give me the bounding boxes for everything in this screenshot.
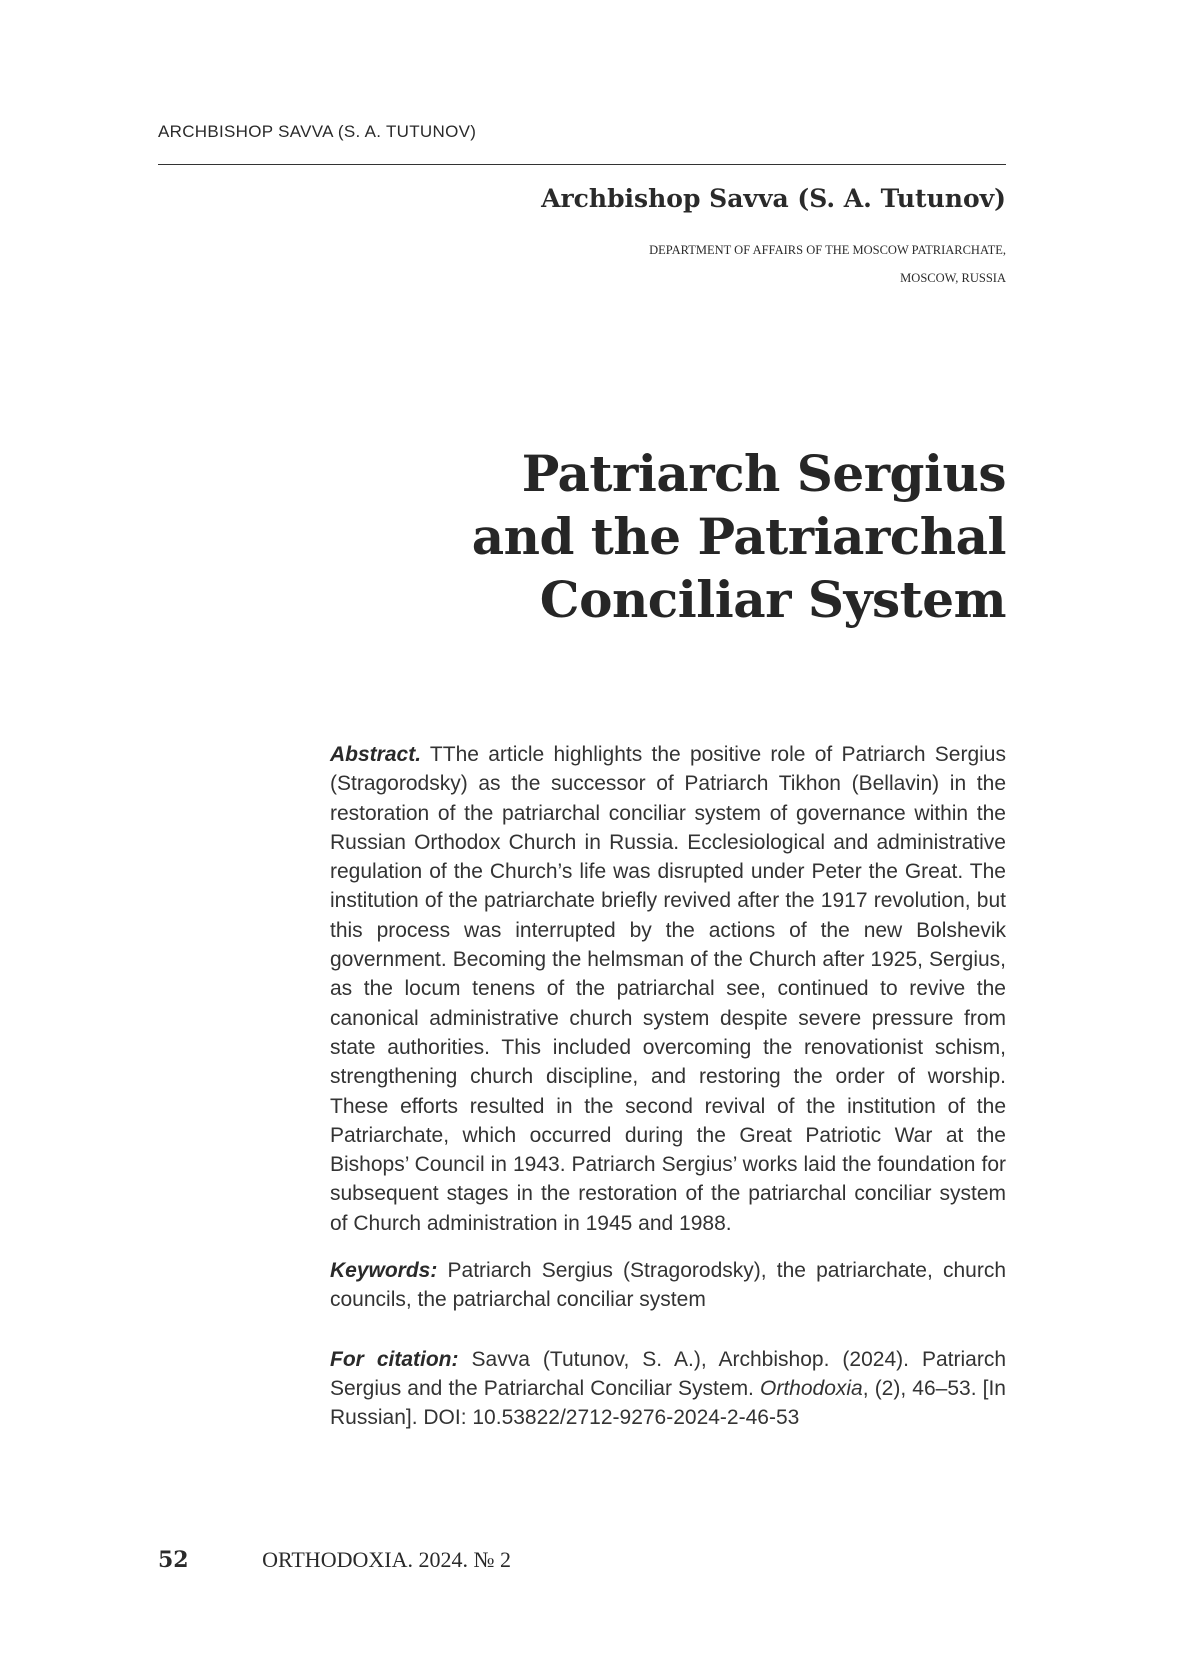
citation-text-after: , (2), 46–53. [In Russian]. DOI: 10.53822/2712-9276-2024-2-46-53 — [330, 1376, 1006, 1430]
citation-label: For citation: — [330, 1347, 459, 1371]
citation-journal: Orthodoxia — [760, 1376, 863, 1400]
title-line: Patriarch Sergius — [521, 444, 1006, 503]
page-footer — [158, 1547, 511, 1573]
journal-issue: ORTHODOXIA. 2024. № 2 — [262, 1547, 511, 1572]
citation-text: Savva (Tutunov, S. A.), Archbishop. (2024). Patriarch Sergius and the Patriarchal Conciliar System. — [330, 1347, 1006, 1400]
page-number: 52 — [158, 1547, 189, 1573]
keywords-paragraph — [330, 1256, 1006, 1315]
keywords-text: Patriarch Sergius (Stragorodsky), the patriarchate, church councils, the patriarchal conciliar system — [330, 1259, 1006, 1312]
author-affiliation — [649, 236, 1006, 292]
citation-paragraph — [330, 1345, 1006, 1433]
affiliation-line: DEPARTMENT OF AFFAIRS OF THE MOSCOW PATRIARCHATE, — [649, 243, 1006, 257]
article-title — [386, 442, 1006, 631]
running-header: ARCHBISHOP SAVVA (S. A. TUTUNOV) — [158, 122, 477, 141]
header-divider — [158, 164, 1006, 165]
abstract-text: TThe article highlights the positive role of Patriarch Sergius (Stragorodsky) as the successor of Patriarch Tikhon (Bellavin) in the restoration of the patriarchal conciliar system of governance within the Russian Orthodox Church in Russia. Ecclesiological and administrative regulation of the Church’s life was disrupted under Peter the Great. The institution of the patriarchate briefly revived after the 1917 revolution, but this process was interrupted by the actions of the new Bolshevik government. Becoming the helmsman of the Church after 1925, Sergius, as the locum tenens of the patriarchal see, continued to revive the canonical administrative church system despite severe pressure from state authorities. This included overcoming the renovationist schism, strengthening church discipline, and restoring the order of worship. These efforts resulted in the second revival of the institution of the Patriarchate, which occurred during the Great Patriotic War at the Bishops’ Council in 1943. Patriarch Sergius’ works laid the foundation for subsequent stages in the restoration of the patriarchal conciliar system of Church administration in 1945 and 1988. — [330, 743, 1006, 1235]
author-name: Archbishop Savva (S. A. Tutunov) — [541, 184, 1006, 213]
affiliation-line: MOSCOW, RUSSIA — [900, 271, 1006, 285]
title-line: and the Patriarchal — [471, 507, 1006, 566]
keywords-label: Keywords: — [330, 1259, 438, 1283]
abstract-section — [330, 740, 1006, 1433]
abstract-paragraph — [330, 740, 1006, 1238]
abstract-label: Abstract. — [330, 743, 422, 766]
title-line: Conciliar System — [539, 570, 1006, 629]
